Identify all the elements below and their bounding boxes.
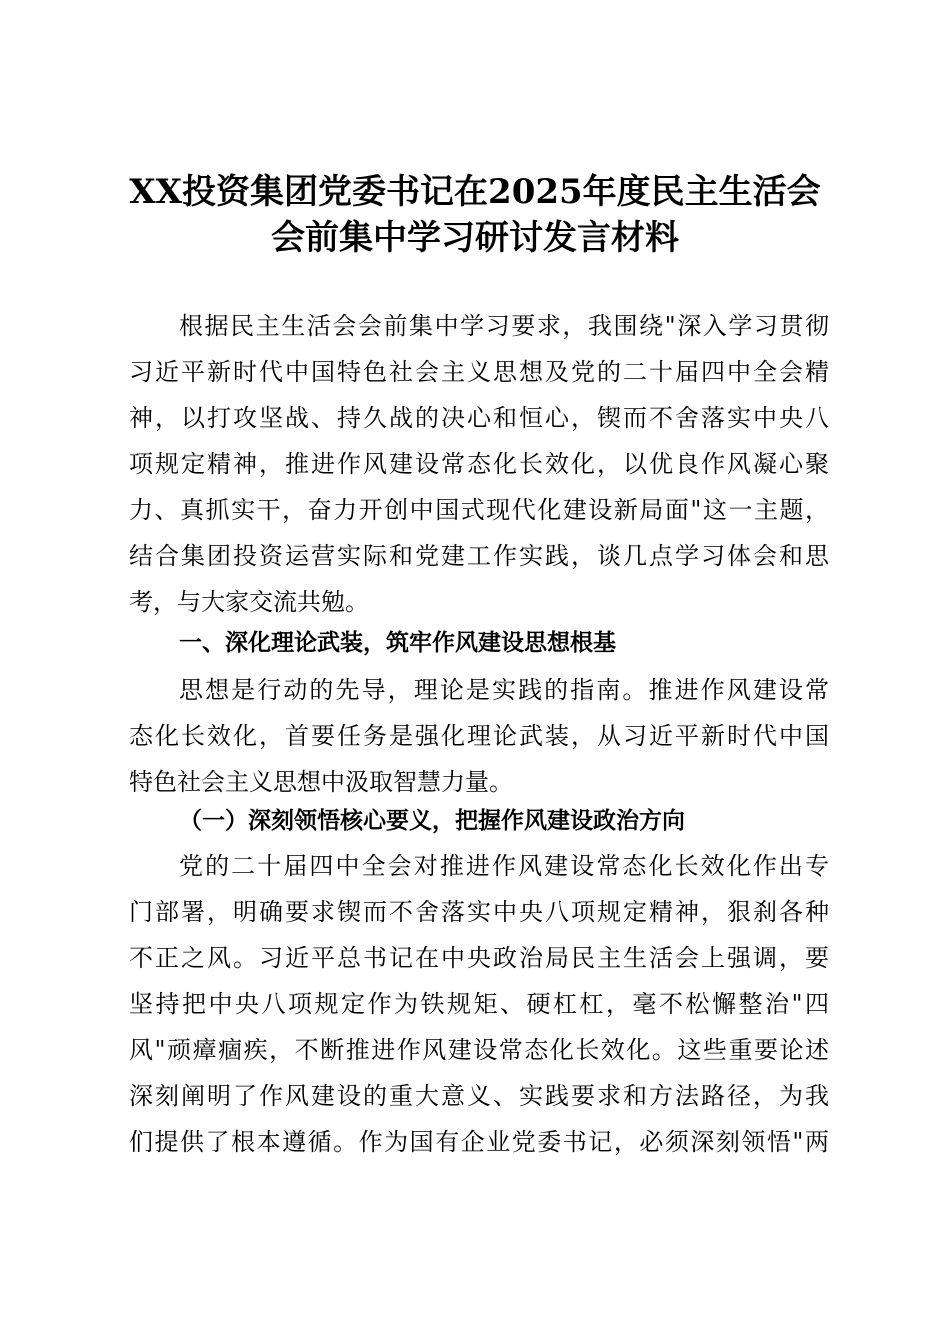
intro-line-1: 根据民主生活会会前集中学习要求，我围绕"深入学习贯彻 — [179, 312, 829, 340]
section1-line-2: 态化长效化，首要任务是强化理论武装，从习近平新时代中国 — [129, 722, 829, 750]
document-title-line-1: XX投资集团党委书记在2025年度民主生活会 — [129, 172, 821, 212]
intro-line-3: 神，以打攻坚战、持久战的决心和恒心，锲而不舍落实中央八 — [129, 404, 829, 432]
subsection1-line-4: 坚持把中央八项规定作为铁规矩、硬杠杠，毫不松懈整治"四 — [129, 990, 829, 1018]
intro-line-2: 习近平新时代中国特色社会主义思想及党的二十届四中全会精 — [129, 358, 829, 386]
intro-line-6: 结合集团投资运营实际和党建工作实践，谈几点学习体会和思 — [129, 542, 829, 570]
subsection1-line-2: 门部署，明确要求锲而不舍落实中央八项规定精神，狠刹各种 — [129, 898, 829, 926]
section1-line-1: 思想是行动的先导，理论是实践的指南。推进作风建设常 — [179, 676, 829, 704]
intro-line-5: 力、真抓实干，奋力开创中国式现代化建设新局面"这一主题， — [129, 496, 829, 524]
section-heading-1: 一、深化理论武装，筑牢作风建设思想根基 — [179, 630, 616, 656]
subsection1-line-3: 不正之风。习近平总书记在中央政治局民主生活会上强调，要 — [129, 944, 829, 972]
subsection1-line-7: 们提供了根本遵循。作为国有企业党委书记，必须深刻领悟"两 — [129, 1128, 829, 1156]
section1-line-3: 特色社会主义思想中汲取智慧力量。 — [129, 768, 513, 796]
intro-line-7: 考，与大家交流共勉。 — [129, 588, 369, 616]
subsection-heading-1: （一）深刻领悟核心要义，把握作风建设政治方向 — [179, 807, 685, 834]
subsection1-line-1: 党的二十届四中全会对推进作风建设常态化长效化作出专 — [179, 852, 829, 880]
subsection1-line-5: 风"顽瘴痼疾，不断推进作风建设常态化长效化。这些重要论述 — [129, 1036, 829, 1064]
document-title-line-2: 会前集中学习研讨发言材料 — [271, 218, 679, 258]
subsection1-line-6: 深刻阐明了作风建设的重大意义、实践要求和方法路径，为我 — [129, 1082, 829, 1110]
intro-line-4: 项规定精神，推进作风建设常态化长效化，以优良作风凝心聚 — [129, 450, 829, 478]
